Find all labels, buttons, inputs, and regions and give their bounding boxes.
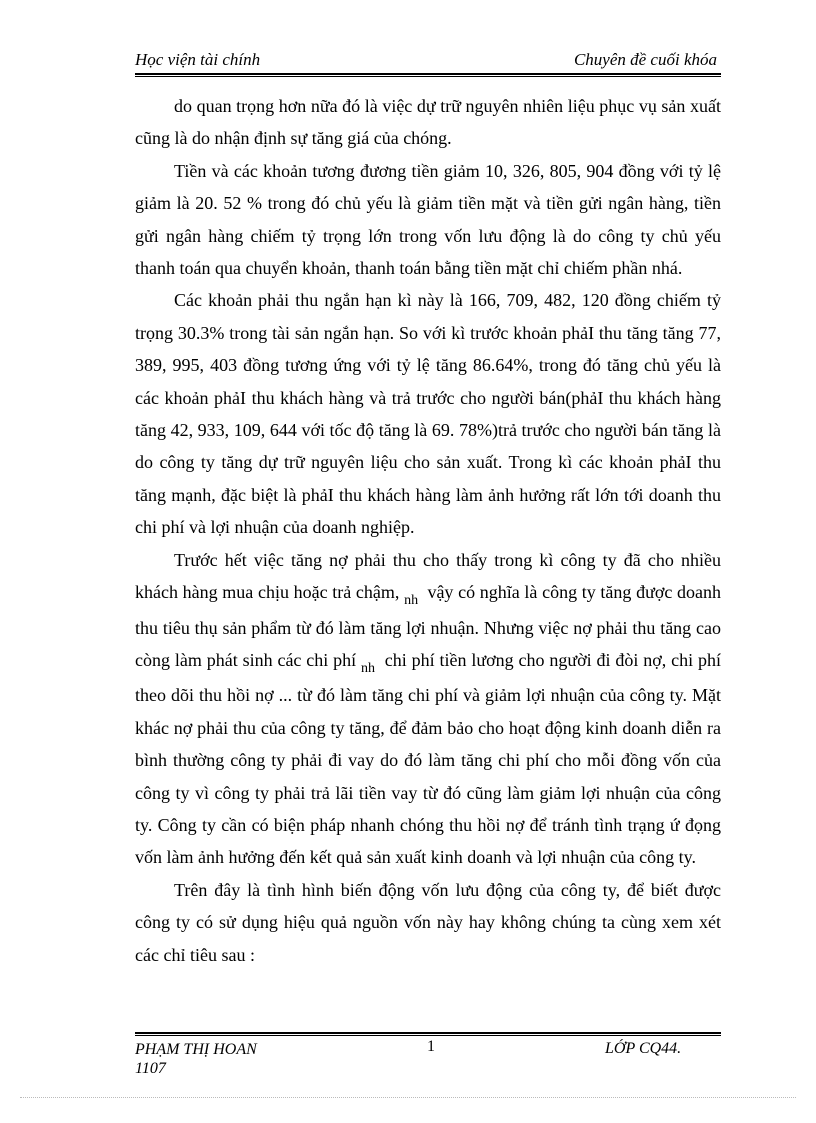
page-header	[135, 48, 721, 74]
footer-author-name: PHẠM THỊ HOAN	[135, 1041, 257, 1058]
paragraph-3: Các khoản phải thu ngắn hạn kì này là 166, 709, 482, 120 đồng chiếm tỷ trọng 30.3% trong tài sản ngắn hạn. So với kì trước khoản phảI thu tăng tăng 77, 389, 995, 403 đồng tương ứng với tỷ lệ tăng 86.64%, trong đó tăng chủ yếu là các khoản phảI thu khách hàng và trả trước cho người bán(phảI thu khách hàng tăng 42, 933, 109, 644 với tốc độ tăng là 69. 78%)trả trước cho người bán tăng là do công ty tăng dự trữ nguyên liệu cho sản xuất. Trong kì các khoản phảI thu tăng mạnh, đặc biệt là phảI thu khách hàng làm ảnh hưởng rất lớn tới doanh thu chi phí và lợi nhuận của doanh nghiệp.	[135, 290, 721, 538]
footer-rule-thin	[135, 1035, 721, 1036]
footer-rule	[135, 1032, 721, 1034]
paragraph-2: Tiền và các khoản tương đương tiền giảm 10, 326, 805, 904 đồng với tỷ lệ giảm là 20. 52 % trong đó chủ yếu là giảm tiền mặt và tiền gửi ngân hàng, tiền gửi ngân hàng chiếm tỷ trọng lớn trong vốn lưu động là do công ty chủ yếu thanh toán qua chuyển khoản, thanh toán bằng tiền mặt chỉ chiếm phần nhá.	[135, 160, 721, 279]
paragraph-4-part-a: Trước hết việc tăng nợ phải thu cho thấy trong kì công ty đã cho nhiều khách hàng mua chịu hoặc trả chậm,	[135, 549, 721, 603]
subscript-fragment: nh	[404, 593, 419, 609]
paragraph-4-part-b: vậy có nghĩa là công ty tăng được doanh thu tiêu thụ sản phẩm từ đó làm tăng lợi nhuận. Nhưng việc nợ phải thu tăng cao còng làm phát sinh các chi phí	[135, 582, 721, 670]
body-text	[135, 90, 721, 971]
header-document-title: Chuyên đề cuối khóa	[573, 50, 717, 69]
footer-class: LỚP CQ44.	[605, 1040, 682, 1057]
header-institution: Học viện tài chính	[135, 50, 261, 69]
header-rule	[135, 73, 721, 75]
footer-author-id: 1107	[135, 1060, 166, 1077]
paragraph-5: Trên đây là tình hình biến động vốn lưu động của công ty, để biết được công ty có sử dụng hiệu quả nguồn vốn này hay không chúng ta cùng xem xét các chỉ tiêu sau :	[135, 879, 721, 965]
page-number: 1	[427, 1038, 435, 1055]
paragraph-4-part-c: chi phí tiền lương cho người đi đòi nợ, chi phí theo dõi thu hồi nợ ... từ đó làm tăng chi phí và giảm lợi nhuận của công ty. Mặt khác nợ phải thu của công ty tăng, để đảm bảo cho hoạt động kinh doanh diễn ra bình thường công ty phải đi vay do đó làm tăng chi phí cho mỗi đồng vốn của công ty vì công ty phải trả lãi tiền vay từ đó cũng làm giảm lợi nhuận của công ty. Công ty cần có biện pháp nhanh chóng thu hồi nợ để tránh tình trạng ứ đọng vốn làm ảnh hưởng đến kết quả sản xuất kinh doanh và lợi nhuận của công ty.	[135, 649, 722, 868]
subscript-fragment: nh	[361, 660, 376, 676]
header-rule-thin	[135, 76, 721, 77]
page-boundary-line	[20, 1097, 796, 1098]
page-footer	[135, 1038, 721, 1078]
footer-author	[135, 1040, 257, 1078]
paragraph-4	[135, 544, 721, 874]
paragraph-1: do quan trọng hơn nữa đó là việc dự trữ nguyên nhiên liệu phục vụ sản xuất cũng là do nhận định sự tăng giá của chóng.	[135, 96, 721, 149]
